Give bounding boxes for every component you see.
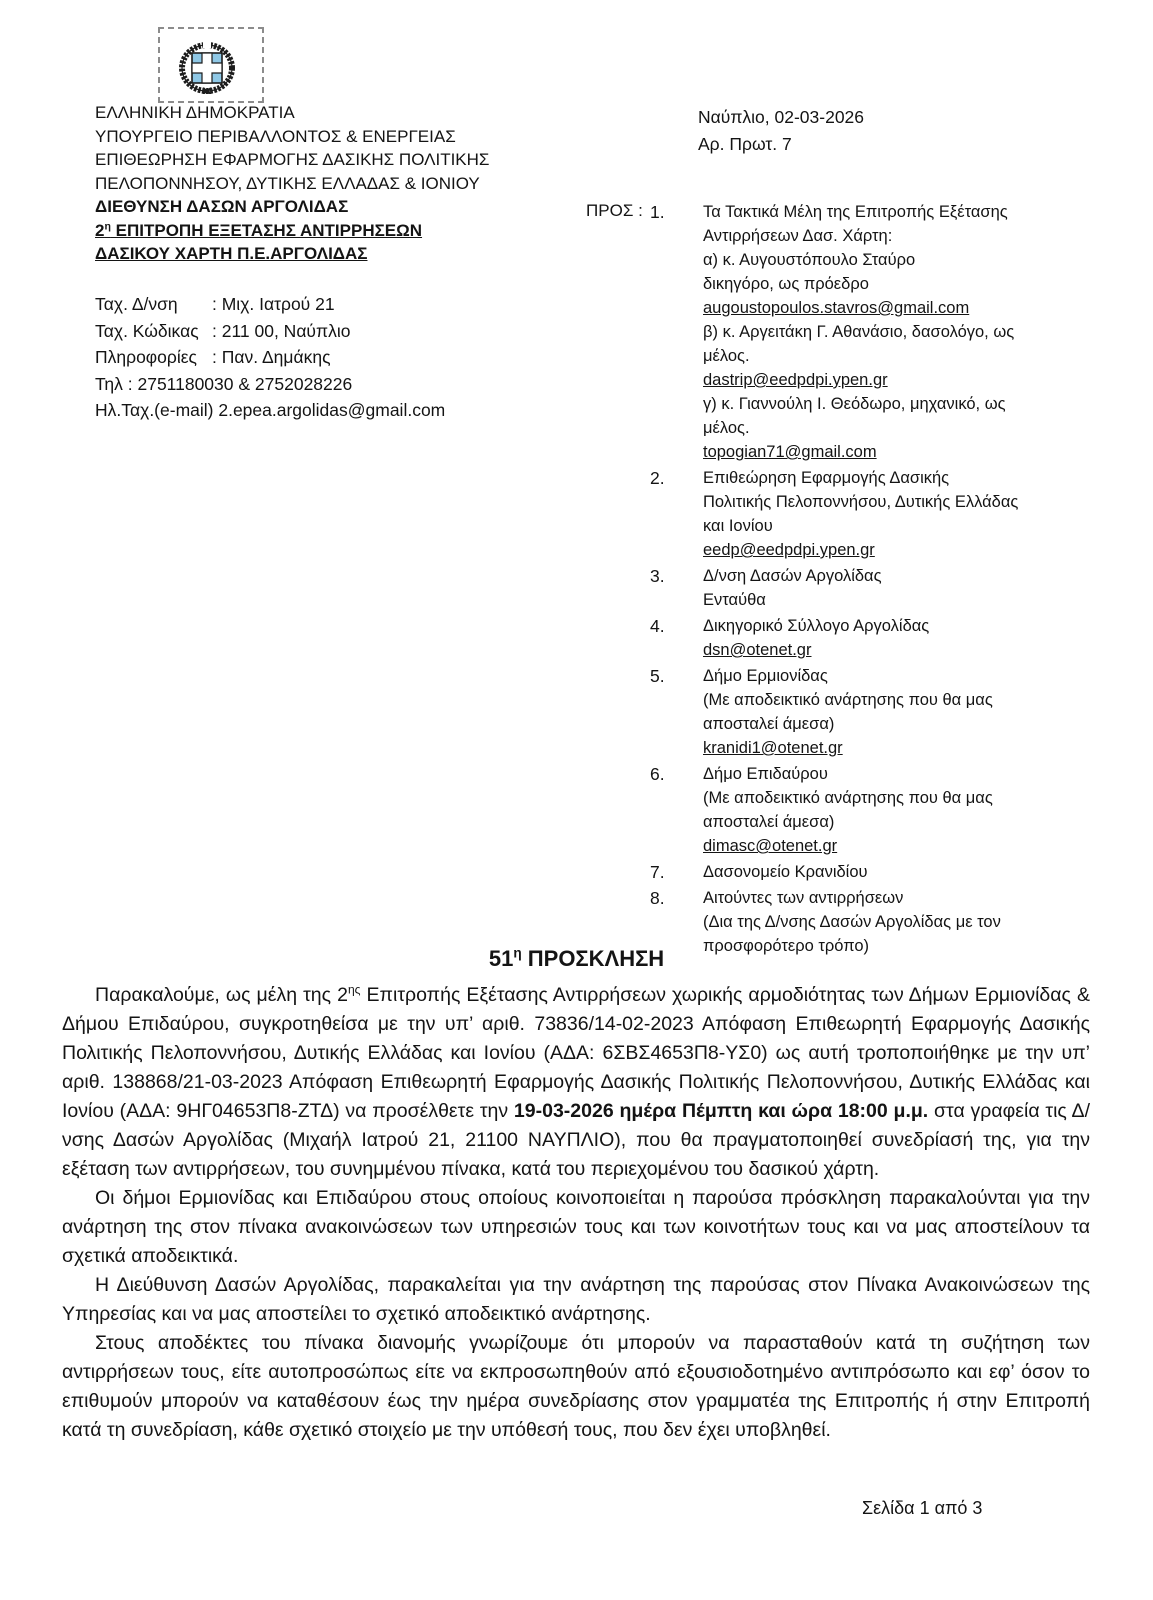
- contact-row-information: [95, 344, 445, 371]
- recipient-number: 5.: [650, 666, 665, 686]
- org-line-regions: ΠΕΛΟΠΟΝΝΗΣΟΥ, ΔΥΤΙΚΗΣ ΕΛΛΑΔΑΣ & ΙΟΝΙΟΥ: [95, 173, 480, 193]
- recipient-line: Δικηγορικό Σύλλογο Αργολίδας: [703, 617, 930, 635]
- email-text: dastrip@eedpdpi.ypen.gr: [703, 371, 888, 389]
- recipient-line: αποσταλεί άμεσα): [703, 715, 835, 733]
- recipient-lines: [703, 564, 1088, 612]
- recipient-line: Ενταύθα: [703, 591, 766, 609]
- recipient-lines: [703, 200, 1088, 464]
- recipient-number: 2.: [650, 468, 665, 488]
- recipient-item-3: [650, 564, 1088, 612]
- title-ordinal-sup: η: [513, 945, 522, 961]
- recipient-line: μέλος.: [703, 419, 750, 437]
- email-text: dsn@otenet.gr: [703, 641, 812, 659]
- body-paragraph-2: Οι δήμοι Ερμιονίδας και Επιδαύρου στους οποίους κοινοποιείται η παρούσα πρόσκληση παρακαλούνται για την ανάρτηση της στον πίνακα ανακοινώσεων των υπηρεσιών τους και των κοινοτήτων τους και να μας αποστείλουν τα σχετικά αποδεικτικά.: [62, 1187, 1090, 1267]
- contact-label: Πληροφορίες: [95, 347, 197, 367]
- recipient-lines: [703, 614, 1088, 662]
- recipient-lines: [703, 762, 1088, 858]
- recipient-line: β) κ. Αργειτάκη Γ. Αθανάσιο, δασολόγο, ως: [703, 323, 1015, 341]
- p1-session-datetime: 19-03-2026 ημέρα Πέμπτη και ώρα 18:00 μ.μ.: [513, 1100, 929, 1122]
- recipient-line: προσφορότερο τρόπο): [703, 937, 870, 955]
- contact-row-email: Ηλ.Ταχ.(e-mail) 2.epea.argolidas@gmail.com: [95, 400, 446, 420]
- recipient-number: 8.: [650, 888, 665, 908]
- recipient-line: (Με αποδεικτικό ανάρτησης που θα μας: [703, 789, 993, 807]
- org-line-directorate: ΔΙΕΘΥΝΣΗ ΔΑΣΩΝ ΑΡΓΟΛΙΔΑΣ: [95, 197, 349, 216]
- email-text: eedp@eedpdpi.ypen.gr: [703, 541, 875, 559]
- p1-tail: στα γραφεία τις Δ/νσης Δασών Αργολίδας (Μιχαήλ Ιατρού 21, 21100 ΝΑΥΠΛΙΟ), που θα πραγματοποιηθεί συνεδρίασή της, για την εξέταση των αντιρρήσεων, του συνημμένου πίνακα, κατά του περιεχομένου του δασικού χάρτη.: [62, 1100, 1090, 1180]
- recipient-number: 7.: [650, 862, 665, 882]
- recipient-item-4: [650, 614, 1088, 662]
- recipient-number: 6.: [650, 764, 665, 784]
- recipient-item-7: [650, 860, 1088, 884]
- recipient-line: Δήμο Επιδαύρου: [703, 765, 828, 783]
- recipient-number: 3.: [650, 566, 665, 586]
- body-paragraph-4: Στους αποδέκτες του πίνακα διανομής γνωρίζουμε ότι μπορούν να παρασταθούν κατά τη συζήτηση των αντιρρήσεων τους, είτε αυτοπροσώπως είτε να εκπροσωπηθούν από εξουσιοδοτημένο αντιπρόσωπο και εφ’ όσον το επιθυμούν μπορούν να καταθέσουν έως την ημέρα συνεδρίασης στον γραμματέα της Επιτροπής ή στην Επιτροπή κατά τη συνεδρίαση, κάθε σχετικό στοιχείο με την υπόθεσή τους, που δεν έχει υποβληθεί.: [62, 1332, 1090, 1441]
- recipient-line: και Ιονίου: [703, 517, 773, 535]
- email-text: kranidi1@otenet.gr: [703, 739, 843, 757]
- recipient-line: Δ/νση Δασών Αργολίδας: [703, 567, 882, 585]
- recipient-item-6: [650, 762, 1088, 858]
- contact-label: Ταχ. Κώδικας: [95, 320, 199, 341]
- email-text: topogian71@gmail.com: [703, 443, 877, 461]
- contact-value: : Παν. Δημάκης: [212, 347, 331, 367]
- org-line-republic: ΕΛΛΗΝΙΚΗ ΔΗΜΟΚΡΑΤΙΑ: [95, 103, 295, 122]
- recipient-number: 4.: [650, 616, 665, 636]
- recipient-line: μέλος.: [703, 347, 750, 365]
- p1-middle: Επιτροπής Εξέτασης Αντιρρήσεων χωρικής αρμοδιότητας των Δήμων Ερμιονίδας & Δήμου Επιδαύρου, συγκροτηθείσα με την υπ’ αριθ. 73836/14-02-2023 Απόφαση Επιθεωρητή Εφαρμογής Δασικής Πολιτικής Πελοποννήσου, Δυτικής Ελλάδας και Ιονίου (ΑΔΑ: 6ΣΒΣ4653Π8-ΥΣ0) ως αυτή τροποποιήθηκε με την υπ’ αριθ. 138868/21-03-2023 Απόφαση Επιθεωρητή Εφαρμογής Δασικής Πολιτικής Πελοποννήσου, Δυτικής Ελλάδας και Ιονίου (ΑΔΑ: 9ΗΓ04653Π8-ΖΤΔ) να προσέλθετε την: [62, 984, 1090, 1122]
- committee-rest: ΕΠΙΤΡΟΠΗ ΕΞΕΤΑΣΗΣ ΑΝΤΙΡΡΗΣΕΩΝ: [110, 220, 423, 240]
- contact-row-phone: Τηλ : 2751180030 & 2752028226: [95, 373, 353, 394]
- contact-row-postcode: [95, 318, 445, 345]
- recipient-line: Πολιτικής Πελοποννήσου, Δυτικής Ελλάδας: [703, 493, 1019, 511]
- recipient-line: Αιτούντες των αντιρρήσεων: [703, 889, 904, 907]
- org-line-committee: [95, 219, 489, 243]
- recipient-line: Αντιρρήσεων Δασ. Χάρτη:: [703, 227, 893, 245]
- recipient-number: 1.: [650, 202, 665, 222]
- email-text: dimasc@otenet.gr: [703, 837, 838, 855]
- recipient-line: δικηγόρο, ως πρόεδρο: [703, 275, 869, 293]
- committee-number: 2: [95, 220, 105, 240]
- org-line-ministry: ΥΠΟΥΡΓΕΙΟ ΠΕΡΙΒΑΛΛΟΝΤΟΣ & ΕΝΕΡΓΕΙΑΣ: [95, 126, 456, 146]
- recipient-line: α) κ. Αυγουστόπουλο Σταύρο: [703, 251, 916, 269]
- recipient-lines: [703, 860, 1088, 884]
- p1-lead: Παρακαλούμε, ως μέλη της 2: [95, 984, 348, 1006]
- p1-ordinal-sup: ης: [347, 982, 361, 997]
- greek-emblem-icon: [179, 42, 235, 94]
- body-paragraph-1: [62, 981, 1090, 1184]
- org-line-forest-map: ΔΑΣΙΚΟΥ ΧΑΡΤΗ Π.Ε.ΑΡΓΟΛΙΔΑΣ: [95, 244, 368, 263]
- recipient-lines: [703, 664, 1088, 760]
- recipient-line: Δήμο Ερμιονίδας: [703, 667, 828, 685]
- committee-ordinal-sup: η: [104, 219, 111, 232]
- recipient-line: γ) κ. Γιαννούλη Ι. Θεόδωρο, μηχανικό, ως: [703, 395, 1006, 413]
- contact-value: : 211 00, Ναύπλιο: [212, 320, 351, 341]
- contact-block: [95, 291, 445, 424]
- to-label: ΠΡΟΣ :: [586, 201, 643, 220]
- recipient-item-5: [650, 664, 1088, 760]
- recipient-line: Επιθεώρηση Εφαρμογής Δασικής: [703, 469, 950, 487]
- recipient-item-2: [650, 466, 1088, 562]
- contact-value: : Μιχ. Ιατρού 21: [212, 294, 335, 314]
- recipient-line: Δασονομείο Κρανιδίου: [703, 863, 868, 881]
- recipients-list: [650, 200, 1088, 960]
- org-line-inspectorate: ΕΠΙΘΕΩΡΗΣΗ ΕΦΑΡΜΟΓΗΣ ΔΑΣΙΚΗΣ ΠΟΛΙΤΙΚΗΣ: [95, 150, 490, 169]
- recipient-lines: [703, 466, 1088, 562]
- org-header-block: [95, 101, 489, 266]
- recipient-line: (Με αποδεικτικό ανάρτησης που θα μας: [703, 691, 993, 709]
- body-paragraph-3: Η Διεύθυνση Δασών Αργολίδας, παρακαλείται για την ανάρτηση της παρούσας στον Πίνακα Ανακοινώσεων της Υπηρεσίας και να μας αποστείλει το σχετικό αποδεικτικό ανάρτησης.: [62, 1274, 1090, 1325]
- title-text: ΠΡΟΣΚΛΗΣΗ: [521, 946, 665, 971]
- contact-row-address: [95, 291, 445, 318]
- contact-label: Ταχ. Δ/νση: [95, 294, 178, 314]
- protocol-number: Αρ. Πρωτ. 7: [698, 134, 792, 154]
- recipient-line: αποσταλεί άμεσα): [703, 813, 835, 831]
- dateline-block: [698, 104, 864, 158]
- recipient-line: (Δια της Δ/νσης Δασών Αργολίδας με τον: [703, 913, 1001, 931]
- page-footer: Σελίδα 1 από 3: [862, 1498, 983, 1518]
- body-text: [62, 981, 1090, 1445]
- invitation-title: [0, 946, 1153, 972]
- recipient-item-1: [650, 200, 1088, 464]
- recipient-line: Τα Τακτικά Μέλη της Επιτροπής Εξέτασης: [703, 203, 1008, 221]
- email-text: augoustopoulos.stavros@gmail.com: [703, 299, 970, 317]
- place-date: Ναύπλιο, 02-03-2026: [698, 107, 865, 127]
- title-number: 51: [488, 946, 514, 971]
